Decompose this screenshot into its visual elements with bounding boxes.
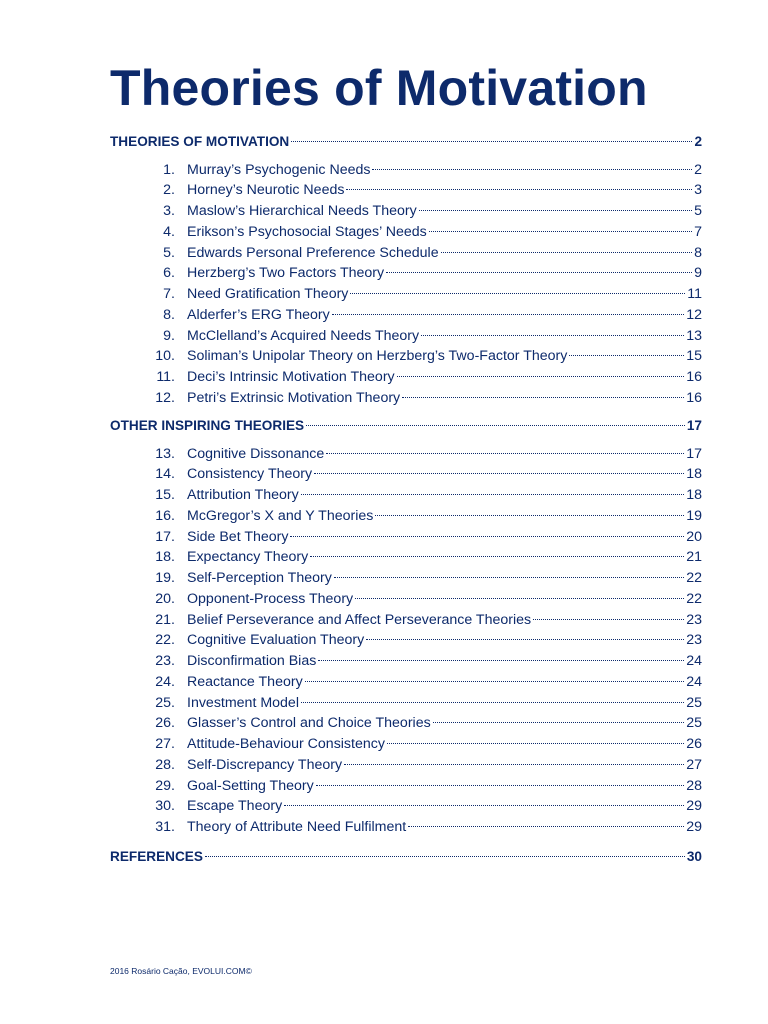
toc-section-label: OTHER INSPIRING THEORIES bbox=[110, 418, 305, 433]
toc-page-number: 19 bbox=[686, 507, 702, 524]
toc-item-label: Attitude-Behaviour Consistency bbox=[187, 736, 385, 752]
toc-page-number: 2 bbox=[694, 161, 702, 178]
toc-item-label: Theory of Attribute Need Fulfilment bbox=[187, 819, 407, 835]
toc-item-number: 29. bbox=[155, 777, 175, 794]
toc-item-label: Soliman’s Unipolar Theory on Herzberg’s Two-Factor Theory bbox=[187, 348, 568, 365]
toc-page-number: 17 bbox=[686, 445, 702, 462]
toc-page-number: 27 bbox=[686, 756, 702, 773]
toc-item-number: 6. bbox=[163, 265, 175, 282]
leader-dots bbox=[387, 729, 684, 744]
leader-dots bbox=[350, 279, 685, 294]
toc-item-number: 27. bbox=[155, 736, 175, 752]
toc-page-number: 20 bbox=[686, 528, 702, 545]
toc-page-number: 30 bbox=[686, 849, 702, 864]
leader-dots bbox=[314, 459, 684, 474]
toc-page-number: 22 bbox=[686, 570, 702, 586]
toc-page-number: 28 bbox=[686, 777, 702, 794]
toc-item-label: Self-Perception Theory bbox=[187, 570, 332, 586]
toc-page-number: 24 bbox=[686, 673, 702, 690]
leader-dots bbox=[305, 667, 685, 682]
toc-item-label: McGregor’s X and Y Theories bbox=[187, 507, 374, 524]
toc-item-number: 23. bbox=[155, 653, 175, 669]
toc-page-number: 29 bbox=[686, 798, 702, 815]
toc-item-label: Glasser’s Control and Choice Theories bbox=[187, 715, 431, 732]
toc-page-number: 29 bbox=[686, 819, 702, 835]
toc-item-label: Maslow’s Hierarchical Needs Theory bbox=[187, 203, 417, 219]
leader-dots bbox=[334, 563, 684, 578]
toc-page-number: 5 bbox=[694, 203, 702, 219]
toc-item-label: Expectancy Theory bbox=[187, 549, 309, 566]
toc-item-number: 17. bbox=[155, 528, 175, 545]
toc-page-number: 15 bbox=[686, 348, 702, 365]
leader-dots bbox=[433, 708, 685, 723]
toc-section-heading[interactable] bbox=[110, 415, 702, 435]
toc-item-number: 3. bbox=[163, 203, 175, 219]
leader-dots bbox=[301, 480, 684, 495]
toc-item-label: Petri’s Extrinsic Motivation Theory bbox=[187, 389, 401, 406]
toc-page-number: 26 bbox=[686, 736, 702, 752]
toc-item-label: Goal-Setting Theory bbox=[187, 777, 314, 794]
toc-item-label: Investment Model bbox=[187, 694, 299, 711]
leader-dots bbox=[429, 217, 692, 232]
toc-item-label: Alderfer’s ERG Theory bbox=[187, 306, 330, 323]
toc-section-heading[interactable] bbox=[110, 131, 702, 151]
leader-dots bbox=[375, 501, 684, 516]
toc-page-number: 16 bbox=[686, 369, 702, 385]
toc-item-number: 24. bbox=[155, 673, 175, 690]
leader-dots bbox=[533, 605, 684, 620]
toc-item-label: Belief Perseverance and Affect Perseverance Theories bbox=[187, 611, 532, 628]
toc-item-label: Cognitive Dissonance bbox=[187, 445, 325, 462]
leader-dots bbox=[402, 383, 684, 398]
toc-item-number: 31. bbox=[155, 819, 175, 835]
toc-item-label: Edwards Personal Preference Schedule bbox=[187, 244, 439, 261]
leader-dots bbox=[310, 542, 684, 557]
leader-dots bbox=[284, 791, 684, 806]
toc-item-number: 26. bbox=[155, 715, 175, 732]
toc-item-label: Side Bet Theory bbox=[187, 528, 289, 545]
toc-page-number: 24 bbox=[686, 653, 702, 669]
toc-page-number: 25 bbox=[686, 694, 702, 711]
toc-item-label: Herzberg’s Two Factors Theory bbox=[187, 265, 385, 282]
toc-page-number: 18 bbox=[686, 487, 702, 503]
leader-dots bbox=[306, 411, 685, 426]
leader-dots bbox=[205, 842, 685, 857]
leader-dots bbox=[372, 155, 692, 170]
leader-dots bbox=[441, 238, 693, 253]
toc-item[interactable] bbox=[150, 816, 702, 836]
toc-page-number: 22 bbox=[686, 590, 702, 607]
toc-page-number: 21 bbox=[686, 549, 702, 566]
toc-item-number: 8. bbox=[163, 306, 175, 323]
leader-dots bbox=[408, 812, 684, 827]
toc-item-label: Self-Discrepancy Theory bbox=[187, 756, 343, 773]
toc-page-number: 8 bbox=[694, 244, 702, 261]
leader-dots bbox=[332, 300, 684, 315]
toc-item-number: 2. bbox=[163, 182, 175, 199]
toc-item-number: 11. bbox=[156, 369, 175, 385]
toc-item-number: 20. bbox=[155, 590, 175, 607]
toc-item-number: 12. bbox=[155, 389, 175, 406]
toc-item-number: 21. bbox=[155, 611, 175, 628]
toc-item-number: 28. bbox=[155, 756, 175, 773]
toc-section-heading[interactable] bbox=[110, 846, 702, 866]
toc-item-number: 5. bbox=[163, 244, 175, 261]
leader-dots bbox=[569, 341, 684, 356]
leader-dots bbox=[291, 127, 692, 142]
leader-dots bbox=[397, 362, 685, 377]
toc-item-label: Deci’s Intrinsic Motivation Theory bbox=[187, 369, 395, 385]
toc-item-label: Horney’s Neurotic Needs bbox=[187, 182, 345, 199]
leader-dots bbox=[344, 750, 684, 765]
toc-item-label: McClelland’s Acquired Needs Theory bbox=[187, 327, 420, 344]
toc-page-number: 16 bbox=[686, 389, 702, 406]
toc-item-number: 13. bbox=[155, 445, 175, 462]
toc-item-number: 19. bbox=[155, 570, 175, 586]
toc-item-label: Opponent-Process Theory bbox=[187, 590, 354, 607]
toc-item-label: Erikson’s Psychosocial Stages’ Needs bbox=[187, 223, 427, 240]
page-footer: 2016 Rosário Cação, EVOLUI.COM© bbox=[110, 966, 252, 976]
toc-section-label: THEORIES OF MOTIVATION bbox=[110, 134, 290, 149]
toc-page-number: 17 bbox=[686, 418, 702, 433]
toc-item-number: 4. bbox=[163, 223, 175, 240]
toc-item-label: Consistency Theory bbox=[187, 466, 313, 483]
toc-page-number: 13 bbox=[686, 327, 702, 344]
toc-item-number: 10. bbox=[155, 348, 175, 365]
toc-page-number: 23 bbox=[686, 611, 702, 628]
page-title: Theories of Motivation bbox=[110, 60, 648, 116]
toc-page-number: 18 bbox=[686, 466, 702, 483]
toc-item-number: 16. bbox=[155, 507, 175, 524]
toc-item-label: Cognitive Evaluation Theory bbox=[187, 632, 365, 649]
toc-item-label: Escape Theory bbox=[187, 798, 283, 815]
toc-item[interactable] bbox=[150, 387, 702, 407]
toc-item-number: 25. bbox=[155, 694, 175, 711]
leader-dots bbox=[301, 688, 684, 703]
toc-item-number: 30. bbox=[155, 798, 175, 815]
toc-item-number: 22. bbox=[155, 632, 175, 649]
toc-page-number: 11 bbox=[687, 286, 702, 302]
toc-item-number: 9. bbox=[163, 327, 175, 344]
toc-item-number: 7. bbox=[163, 286, 175, 302]
leader-dots bbox=[316, 771, 685, 786]
toc-item-label: Need Gratification Theory bbox=[187, 286, 349, 302]
toc-page-number: 9 bbox=[694, 265, 702, 282]
toc-item-label: Attribution Theory bbox=[187, 487, 299, 503]
leader-dots bbox=[318, 646, 684, 661]
leader-dots bbox=[421, 321, 684, 336]
toc-page-number: 7 bbox=[694, 223, 702, 240]
leader-dots bbox=[290, 522, 684, 537]
leader-dots bbox=[366, 625, 684, 640]
toc-item-number: 15. bbox=[155, 487, 175, 503]
toc-item-label: Reactance Theory bbox=[187, 673, 303, 690]
toc-item-number: 18. bbox=[155, 549, 175, 566]
toc-page-number: 2 bbox=[694, 134, 702, 149]
toc-page-number: 12 bbox=[686, 306, 702, 323]
toc-page-number: 3 bbox=[694, 182, 702, 199]
leader-dots bbox=[419, 196, 692, 211]
leader-dots bbox=[346, 175, 692, 190]
toc-section-label: REFERENCES bbox=[110, 849, 203, 864]
toc-item-label: Murray’s Psychogenic Needs bbox=[187, 161, 371, 178]
toc-item-number: 14. bbox=[155, 466, 175, 483]
toc-page-number: 23 bbox=[686, 632, 702, 649]
toc-item-number: 1. bbox=[163, 161, 175, 178]
leader-dots bbox=[326, 439, 684, 454]
toc-page-number: 25 bbox=[686, 715, 702, 732]
leader-dots bbox=[355, 584, 684, 599]
leader-dots bbox=[386, 258, 692, 273]
toc-item-label: Disconfirmation Bias bbox=[187, 653, 317, 669]
